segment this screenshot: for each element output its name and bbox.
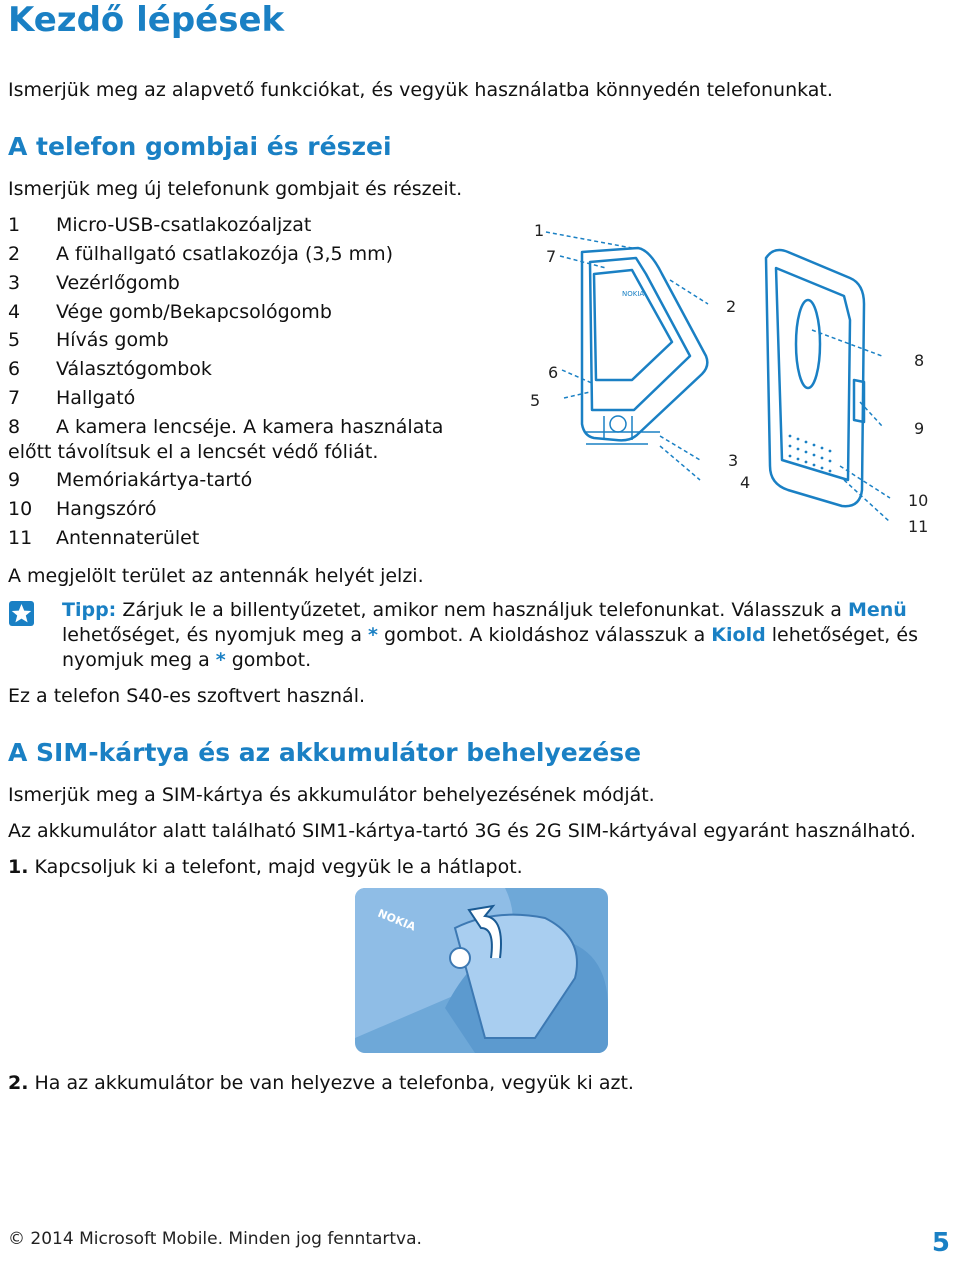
list-item: 5 Hívás gomb — [8, 329, 169, 351]
camera-module — [796, 300, 820, 388]
step-1: 1. Kapcsoljuk ki a telefont, majd vegyük le a hátlapot. — [8, 856, 523, 878]
list-item: 7 Hallgató — [8, 387, 136, 409]
callout-7: 7 — [546, 247, 557, 266]
intro-text: Ismerjük meg az alapvető funkciókat, és vegyük használatba könnyedén telefonunkat. — [8, 79, 833, 101]
callout-11: 11 — [908, 517, 929, 536]
list-item: 10 Hangszóró — [8, 498, 157, 520]
list-item: 2 A fülhallgató csatlakozója (3,5 mm) — [8, 243, 394, 265]
speaker-grille — [789, 435, 832, 473]
software-note: Ez a telefon S40-es szoftvert használ. — [8, 685, 366, 707]
footer-copyright: © 2014 Microsoft Mobile. Minden jog fenntartva. — [8, 1229, 422, 1249]
list-item: 3 Vezérlőgomb — [8, 272, 180, 294]
sim-note: Az akkumulátor alatt található SIM1-kártya-tartó 3G és 2G SIM-kártyával egyaránt használható. — [8, 820, 916, 842]
tip-text: Tipp: Zárjuk le a billentyűzetet, amikor nem használjuk telefonunkat. Válasszuk a Menü lehetőséget, és nyomjuk meg a * gombot. A kioldáshoz válasszuk a Kiold lehetőséget, és nyomjuk meg a * gombot. — [62, 599, 918, 671]
list-item: 6 Választógombok — [8, 358, 212, 380]
photo-brand: NOKIA — [375, 906, 418, 934]
callout-9: 9 — [914, 419, 925, 438]
callout-1: 1 — [534, 221, 545, 240]
remove-back-cover-illustration — [355, 888, 608, 1053]
list-item-continuation: előtt távolítsuk el a lencsét védő fóliát. — [8, 441, 379, 463]
phone-diagram — [520, 210, 950, 560]
page-number: 5 — [931, 1228, 950, 1258]
callout-8: 8 — [914, 351, 925, 370]
section-title-buttons: A telefon gombjai és részei — [8, 132, 392, 161]
list-item: 4 Vége gomb/Bekapcsológomb — [8, 301, 332, 323]
phone-screen — [594, 270, 672, 380]
section-subtitle-buttons: Ismerjük meg új telefonunk gombjait és részeit. — [8, 178, 463, 200]
list-item: 9 Memóriakártya-tartó — [8, 469, 253, 491]
list-item: 8 A kamera lencséje. A kamera használata — [8, 416, 444, 438]
diagram-brand: NOKIA — [622, 290, 645, 298]
callout-6: 6 — [548, 363, 559, 382]
section-title-sim: A SIM-kártya és az akkumulátor behelyezése — [8, 738, 642, 767]
step-2: 2. Ha az akkumulátor be van helyezve a telefonba, vegyük ki azt. — [8, 1072, 634, 1094]
callout-3: 3 — [728, 451, 739, 470]
callout-2: 2 — [726, 297, 737, 316]
callout-4: 4 — [740, 473, 751, 492]
phone-back-panel — [776, 268, 850, 480]
star-icon — [9, 601, 34, 626]
page-title: Kezdő lépések — [8, 0, 285, 40]
list-item: 11 Antennaterület — [8, 527, 200, 549]
section-subtitle-sim: Ismerjük meg a SIM-kártya és akkumulátor behelyezésének módját. — [8, 784, 655, 806]
callout-5: 5 — [530, 391, 541, 410]
callout-10: 10 — [908, 491, 929, 510]
list-item: 1 Micro-USB-csatlakozóaljzat — [8, 214, 312, 236]
antenna-note: A megjelölt terület az antennák helyét jelzi. — [8, 565, 424, 587]
